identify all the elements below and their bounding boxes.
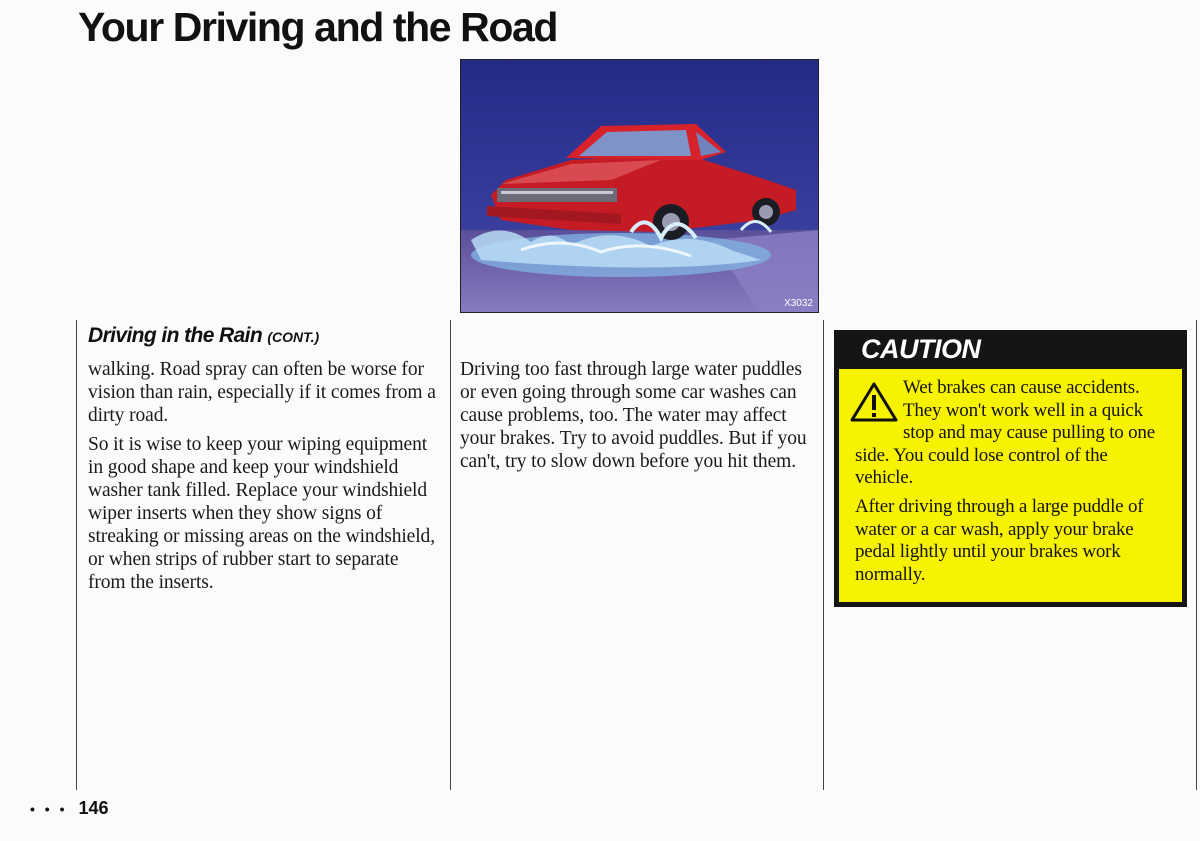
caution-label: CAUTION [861,334,981,364]
caution-box [834,330,1187,607]
footer-dots: • • • [30,801,68,817]
section-heading-text: Driving in the Rain [88,324,263,347]
illustration-code: X3032 [784,298,813,309]
left-column [88,358,440,600]
middle-column [460,358,812,479]
column-divider-middle [450,320,451,790]
page-number: 146 [78,798,109,818]
middle-paragraph-1: Driving too fast through large water puddles or even going through some car washes can cause problems, too. The water may affect your brakes. Try to avoid puddles. But if you can't, try to slow down before you hit them. [460,359,807,472]
car-in-rain-illustration [460,59,819,313]
section-heading [88,324,319,348]
warning-triangle-icon [849,381,899,423]
left-paragraph-1: walking. Road spray can often be worse for vision than rain, especially if it comes from a dirty road. [88,359,436,426]
caution-paragraph-1: Wet brakes can cause accidents. They won't work well in a quick stop and may cause pulling to one side. You could lose control of the vehicle. [855,377,1155,489]
column-divider-right [823,320,824,790]
left-paragraph-2: So it is wise to keep your wiping equipment in good shape and keep your windshield washer tank filled. Replace your windshield wiper inserts when they show signs of streaking or missing areas on the windshield, or when strips of rubber start to separate from the inserts. [88,434,435,593]
column-divider-left [76,320,77,790]
page-footer [30,798,109,819]
caution-body [839,369,1182,602]
page-title: Your Driving and the Road [78,4,558,50]
caution-paragraph-2: After driving through a large puddle of water or a car wash, apply your brake pedal lightly until your brakes work normally. [855,495,1144,585]
section-heading-suffix: (CONT.) [267,329,320,345]
page-edge-rule [1196,320,1197,790]
